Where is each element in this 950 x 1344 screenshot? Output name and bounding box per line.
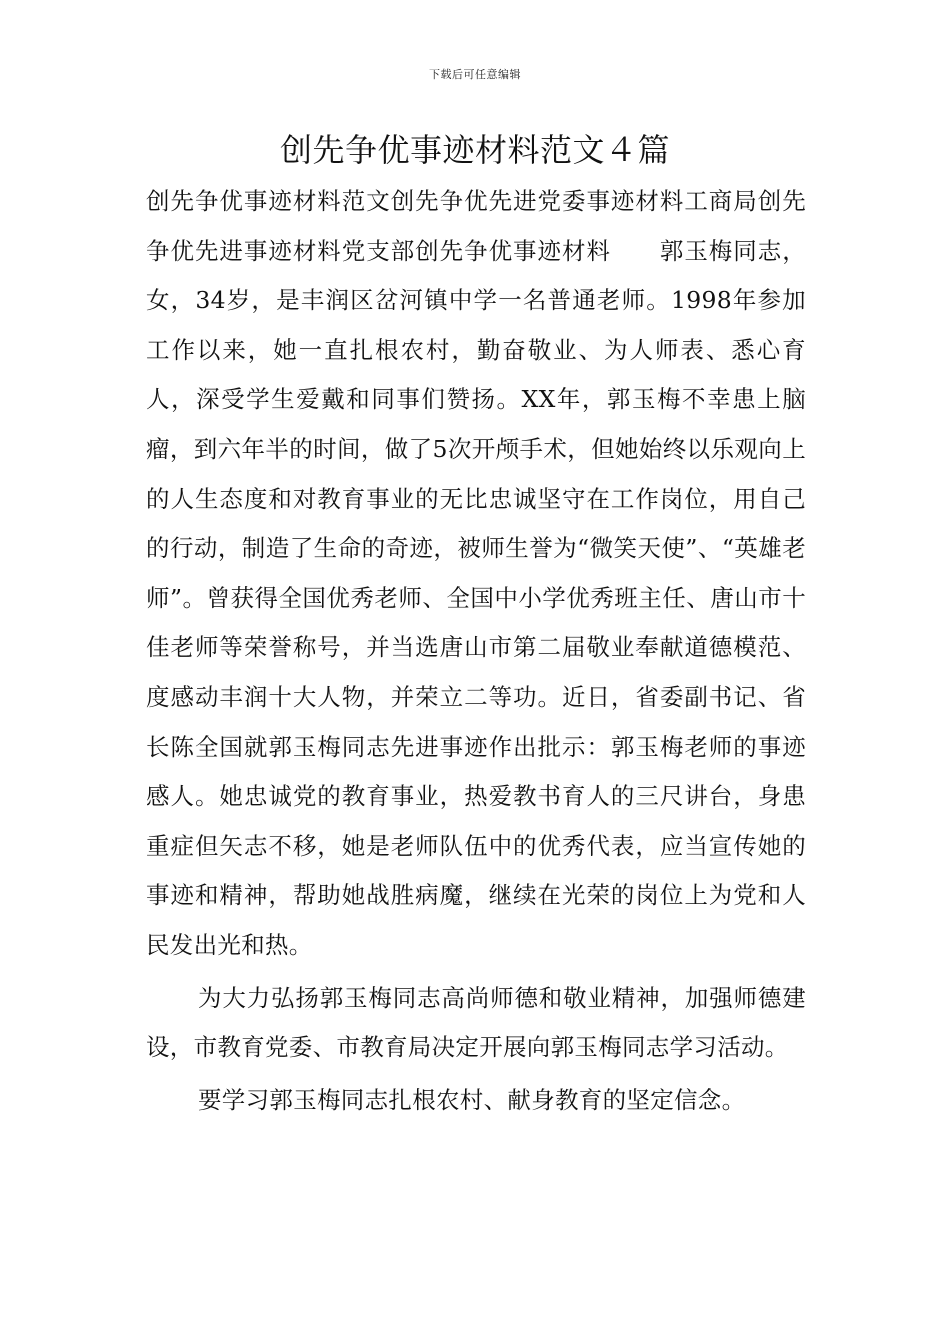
paragraph-promotion: 为大力弘扬郭玉梅同志高尚师德和敬业精神，加强师德建设，市教育党委、市教育局决定开展向郭玉梅同志学习活动。 bbox=[146, 983, 806, 1062]
paragraph-learning-point: 要学习郭玉梅同志扎根农村、献身教育的坚定信念。 bbox=[198, 1085, 746, 1114]
paragraph-intro: 创先争优事迹材料范文创先争优先进党委事迹材料工商局创先争优先进事迹材料党支部创先争优事迹材料 郭玉梅同志，女，34岁，是丰润区岔河镇中学一名普通老师。1998年参加工作以来，她一直扎根农村，勤奋敬业、为人师表、悉心育人，深受学生爱戴和同事们赞扬。XX年，郭玉梅不幸患上脑瘤，到六年半的时间，做了5次开颅手术，但她始终以乐观向上的人生态度和对教育事业的无比忠诚坚守在工作岗位，用自己的行动，制造了生命的奇迹，被师生誉为“微笑天使”、“英雄老师”。曾获得全国优秀老师、全国中小学优秀班主任、唐山市十佳老师等荣誉称号，并当选唐山市第二届敬业奉献道德模范、度感动丰润十大人物，并荣立二等功。近日，省委副书记、省长陈全国就郭玉梅同志先进事迹作出批示：郭玉梅老师的事迹感人。她忠诚党的教育事业，热爱教书育人的三尺讲台，身患重症但矢志不移，她是老师队伍中的优秀代表，应当宣传她的事迹和精神，帮助她战胜病魔，继续在光荣的岗位上为党和人民发出光和热。 bbox=[146, 187, 806, 959]
document-title: 创先争优事迹材料范文４篇 bbox=[279, 131, 670, 169]
header-note: 下载后可任意编辑 bbox=[429, 68, 521, 81]
document-body bbox=[146, 177, 806, 1125]
